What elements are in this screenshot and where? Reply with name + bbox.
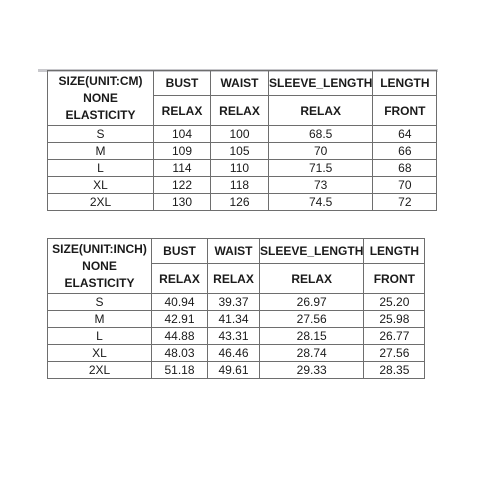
- sleeve-length-cell: 28.15: [260, 328, 364, 345]
- header-row: [48, 71, 437, 96]
- subheader-bust: RELAX: [152, 264, 208, 294]
- sleeve-length-cell: 28.74: [260, 345, 364, 362]
- header-sleeve-length: SLEEVE_LENGTH: [260, 239, 364, 264]
- length-cell: 66: [373, 143, 437, 160]
- length-cell: 70: [373, 177, 437, 194]
- waist-cell: 41.34: [208, 311, 260, 328]
- subheader-waist: RELAX: [208, 264, 260, 294]
- length-cell: 68: [373, 160, 437, 177]
- size-cell: S: [48, 126, 154, 143]
- length-cell: 72: [373, 194, 437, 211]
- sleeve-length-cell: 70: [269, 143, 373, 160]
- header-length: LENGTH: [373, 71, 437, 96]
- size-cell: M: [48, 143, 154, 160]
- length-cell: 27.56: [364, 345, 425, 362]
- size-cell: XL: [48, 177, 154, 194]
- subheader-length: FRONT: [364, 264, 425, 294]
- unit-label-line: ELASTICITY: [64, 275, 135, 290]
- table-row: [48, 311, 425, 328]
- bust-cell: 114: [154, 160, 211, 177]
- subheader-length: FRONT: [373, 96, 437, 126]
- unit-label-line: NONE: [83, 90, 118, 105]
- waist-cell: 46.46: [208, 345, 260, 362]
- size-cell: L: [48, 160, 154, 177]
- header-bust: BUST: [152, 239, 208, 264]
- length-cell: 25.98: [364, 311, 425, 328]
- table-row: [48, 126, 437, 143]
- header-waist: WAIST: [211, 71, 269, 96]
- waist-cell: 49.61: [208, 362, 260, 379]
- subheader-waist: RELAX: [211, 96, 269, 126]
- bust-cell: 109: [154, 143, 211, 160]
- bust-cell: 104: [154, 126, 211, 143]
- waist-cell: 126: [211, 194, 269, 211]
- table-row: [48, 177, 437, 194]
- header-waist: WAIST: [208, 239, 260, 264]
- unit-label-line: SIZE(UNIT:INCH): [52, 241, 147, 256]
- waist-cell: 100: [211, 126, 269, 143]
- bust-cell: 44.88: [152, 328, 208, 345]
- waist-cell: 118: [211, 177, 269, 194]
- waist-cell: 105: [211, 143, 269, 160]
- length-cell: 28.35: [364, 362, 425, 379]
- sleeve-length-cell: 73: [269, 177, 373, 194]
- table-row: [48, 345, 425, 362]
- waist-cell: 39.37: [208, 294, 260, 311]
- size-cell: 2XL: [48, 194, 154, 211]
- size-cell: S: [48, 294, 152, 311]
- size-cell: M: [48, 311, 152, 328]
- sleeve-length-cell: 27.56: [260, 311, 364, 328]
- header-length: LENGTH: [364, 239, 425, 264]
- unit-label-line: ELASTICITY: [65, 107, 136, 122]
- sleeve-length-cell: 29.33: [260, 362, 364, 379]
- table-row: [48, 328, 425, 345]
- table-row: [48, 143, 437, 160]
- unit-label-line: NONE: [82, 258, 117, 273]
- waist-cell: 110: [211, 160, 269, 177]
- size-chart-cm: [47, 70, 437, 211]
- bust-cell: 48.03: [152, 345, 208, 362]
- subheader-bust: RELAX: [154, 96, 211, 126]
- size-cell: XL: [48, 345, 152, 362]
- subheader-sleeve-length: RELAX: [260, 264, 364, 294]
- size-cell: 2XL: [48, 362, 152, 379]
- header-row: [48, 239, 425, 264]
- bust-cell: 130: [154, 194, 211, 211]
- length-cell: 26.77: [364, 328, 425, 345]
- size-cell: L: [48, 328, 152, 345]
- length-cell: 25.20: [364, 294, 425, 311]
- bust-cell: 40.94: [152, 294, 208, 311]
- sleeve-length-cell: 74.5: [269, 194, 373, 211]
- table-row: [48, 194, 437, 211]
- table-row: [48, 362, 425, 379]
- bust-cell: 122: [154, 177, 211, 194]
- bust-cell: 42.91: [152, 311, 208, 328]
- unit-label-line: SIZE(UNIT:CM): [58, 73, 143, 88]
- bust-cell: 51.18: [152, 362, 208, 379]
- subheader-sleeve-length: RELAX: [269, 96, 373, 126]
- length-cell: 64: [373, 126, 437, 143]
- header-sleeve-length: SLEEVE_LENGTH: [269, 71, 373, 96]
- sleeve-length-cell: 68.5: [269, 126, 373, 143]
- table-row: [48, 294, 425, 311]
- size-unit-label: [48, 239, 152, 294]
- size-chart-inch: [47, 238, 425, 379]
- sleeve-length-cell: 26.97: [260, 294, 364, 311]
- waist-cell: 43.31: [208, 328, 260, 345]
- table-row: [48, 160, 437, 177]
- size-unit-label: [48, 71, 154, 126]
- sleeve-length-cell: 71.5: [269, 160, 373, 177]
- header-bust: BUST: [154, 71, 211, 96]
